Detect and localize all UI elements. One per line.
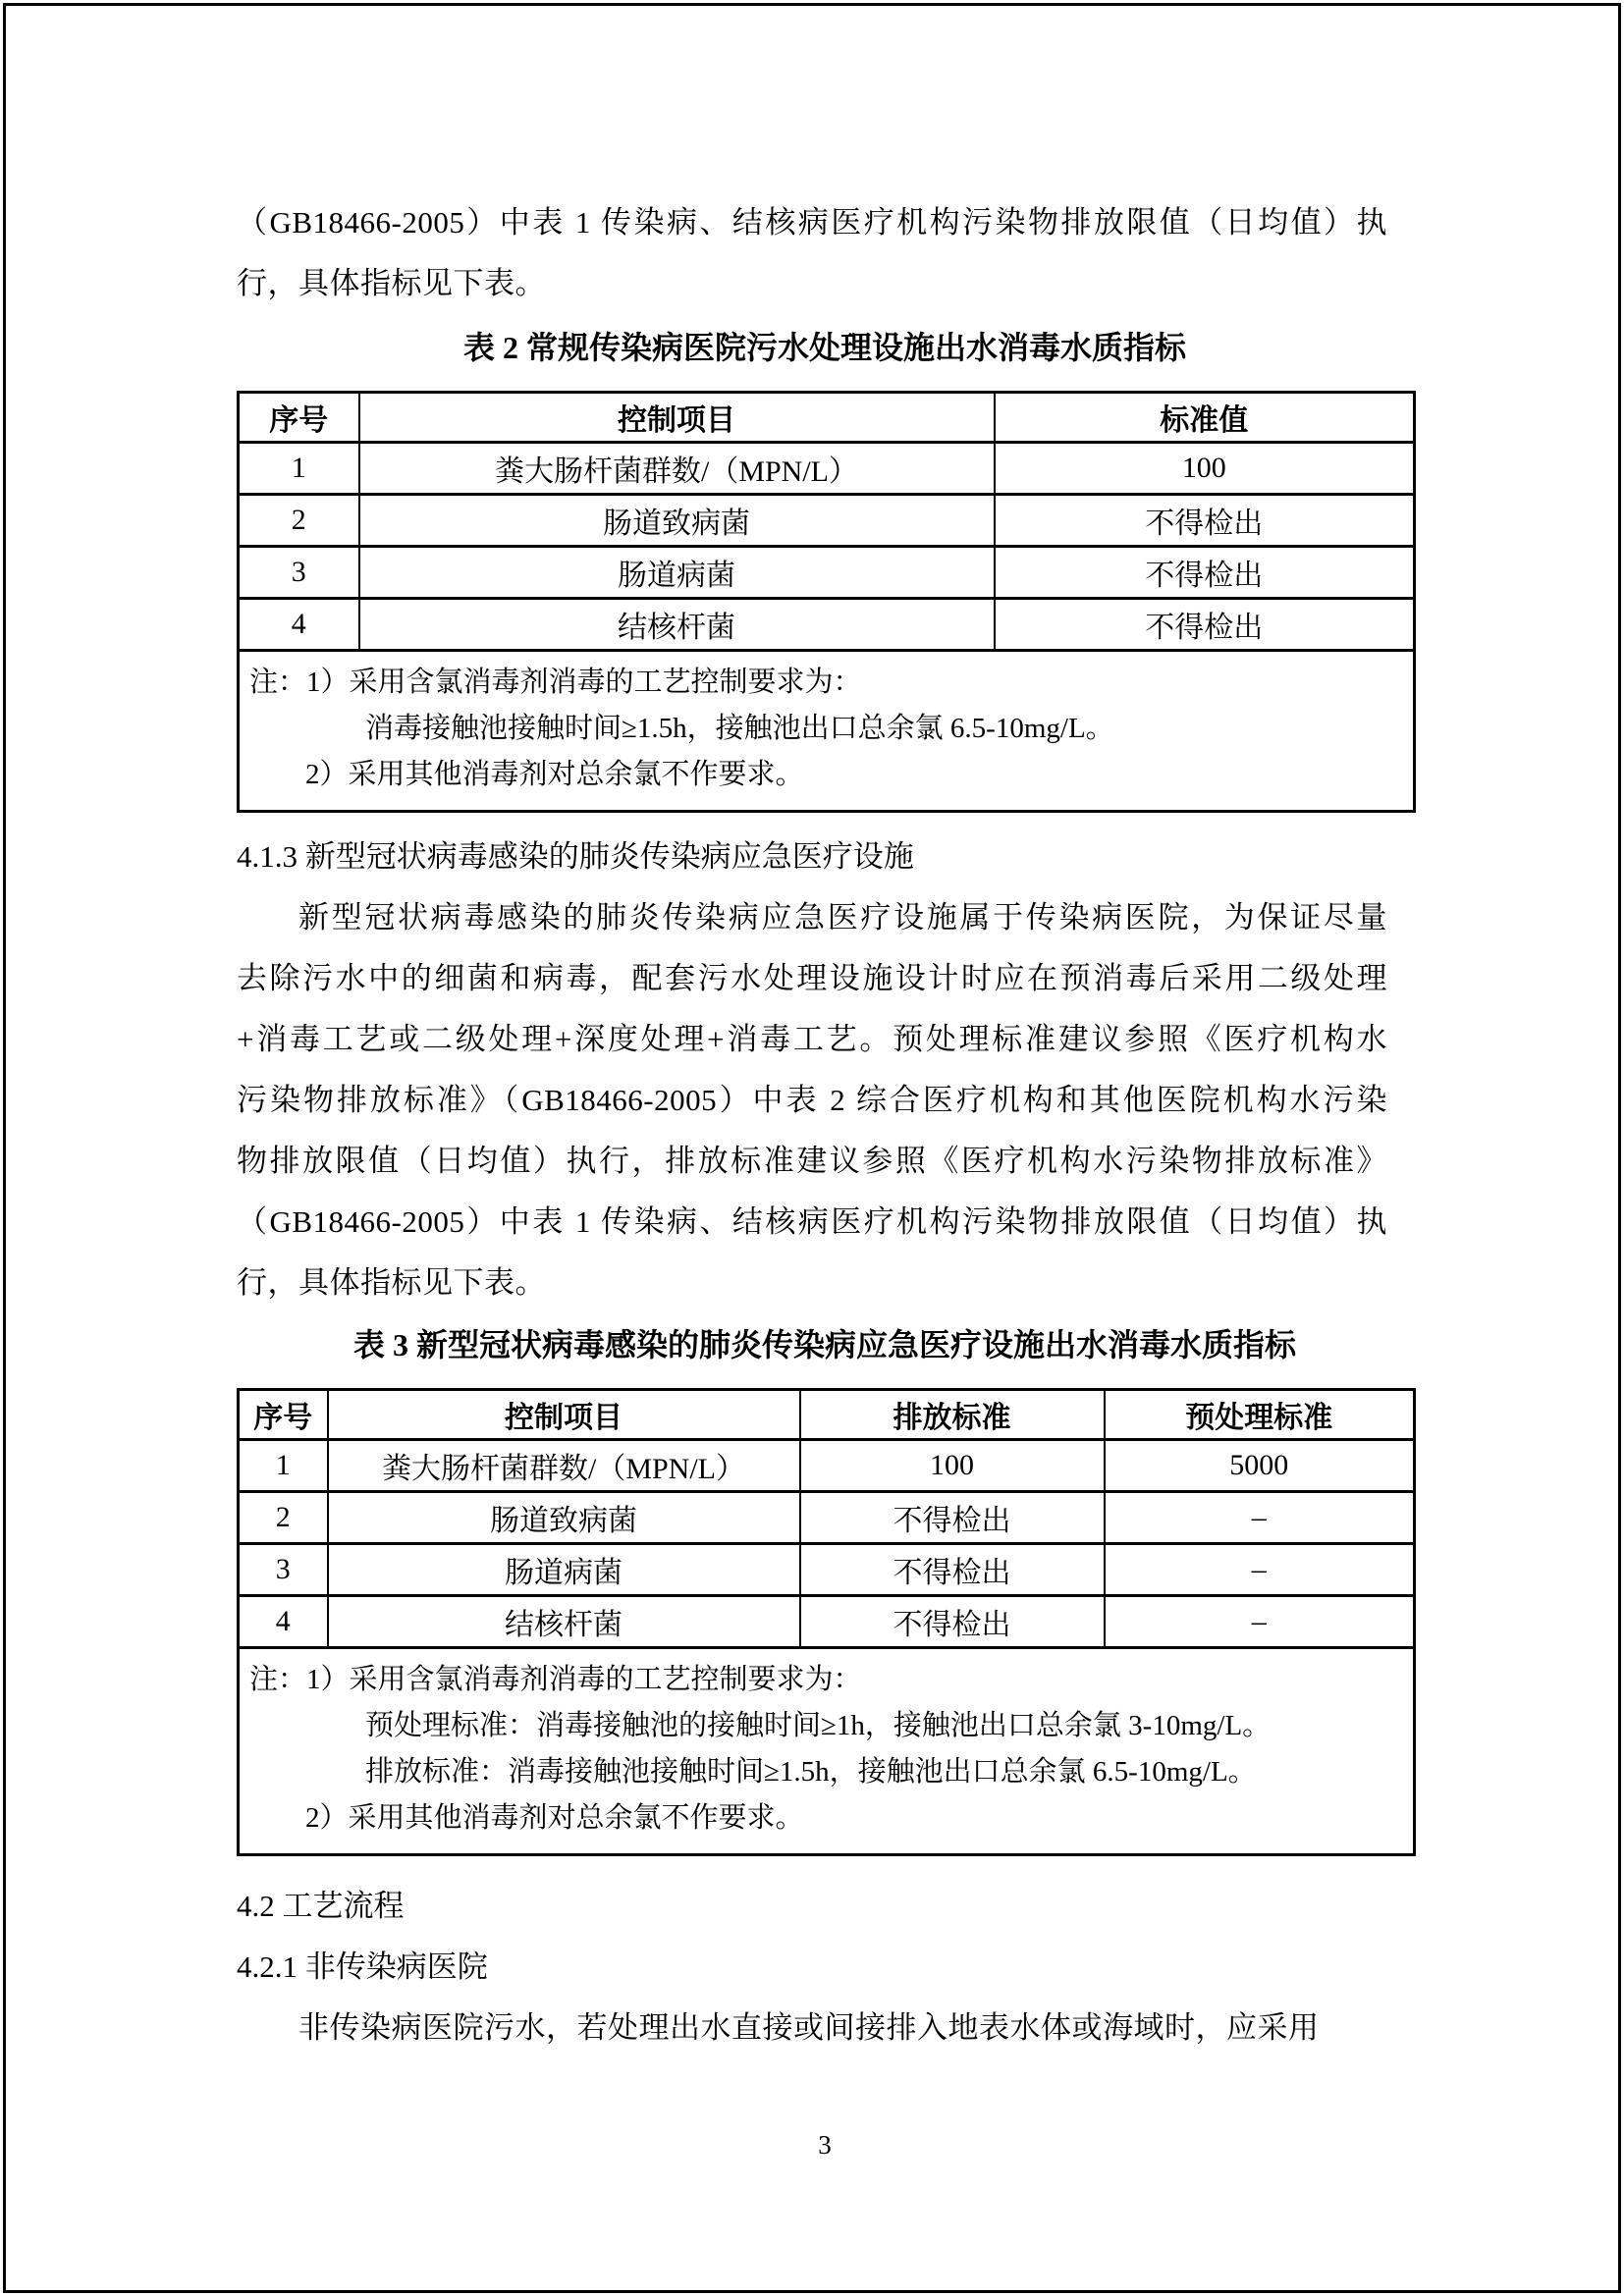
table-2-caption: 表 2 常规传染病医院污水处理设施出水消毒水质指标 <box>462 330 1186 365</box>
table-2-note-row <box>239 651 1415 812</box>
table-cell: 粪大肠杆菌群数/（MPN/L） <box>359 443 995 495</box>
paragraph-line: 污染物排放标准》（GB18466-2005）中表 2 综合医疗机构和其他医院机构水污染 <box>237 1083 1387 1117</box>
table-cell: 2 <box>239 1492 328 1544</box>
table-cell: 1 <box>239 1440 328 1492</box>
section-heading-4-2: 4.2 工艺流程 <box>237 1889 405 1923</box>
table-cell: 不得检出 <box>995 495 1415 547</box>
table-3-note <box>239 1648 1415 1855</box>
table-cell: 3 <box>239 547 359 599</box>
paragraph-line: +消毒工艺或二级处理+深度处理+消毒工艺。预处理标准建议参照《医疗机构水 <box>237 1022 1387 1056</box>
table-3-header-row <box>239 1390 1415 1440</box>
table-2-note <box>239 651 1415 812</box>
section-heading-4-2-1: 4.2.1 非传染病医院 <box>237 1949 488 1984</box>
table-cell: – <box>1105 1596 1415 1648</box>
table-cell: 100 <box>800 1440 1105 1492</box>
table-3-note-row <box>239 1648 1415 1855</box>
table-3-header-pretreat: 预处理标准 <box>1105 1390 1415 1440</box>
paragraph-line: （GB18466-2005）中表 1 传染病、结核病医疗机构污染物排放限值（日均值）执 <box>237 205 1387 240</box>
table-cell: 3 <box>239 1544 328 1596</box>
table-2-header-row <box>239 393 1415 443</box>
table-cell: 不得检出 <box>800 1596 1105 1648</box>
table-cell: 粪大肠杆菌群数/（MPN/L） <box>328 1440 800 1492</box>
paragraph-line: 新型冠状病毒感染的肺炎传染病应急医疗设施属于传染病医院，为保证尽量 <box>298 900 1387 934</box>
table-2-header-standard: 标准值 <box>995 393 1415 443</box>
table-cell: 肠道致病菌 <box>359 495 995 547</box>
note-line: 排放标准：消毒接触池接触时间≥1.5h，接触池出口总余氯 6.5-10mg/L。 <box>365 1756 1257 1788</box>
table-row <box>239 599 1415 651</box>
paragraph-line: 行，具体指标见下表。 <box>237 266 546 300</box>
table-row <box>239 443 1415 495</box>
table-row <box>239 547 1415 599</box>
table-cell: 100 <box>995 443 1415 495</box>
table-3 <box>237 1388 1416 1856</box>
table-3-caption: 表 3 新型冠状病毒感染的肺炎传染病应急医疗设施出水消毒水质指标 <box>352 1327 1296 1362</box>
table-3-header-seq: 序号 <box>239 1390 328 1440</box>
table-2-header-seq: 序号 <box>239 393 359 443</box>
table-cell: – <box>1105 1544 1415 1596</box>
intro-paragraph <box>237 192 1413 314</box>
table-row <box>239 1544 1415 1596</box>
table-cell: 4 <box>239 599 359 651</box>
page-content <box>237 192 1413 2058</box>
table-row <box>239 1440 1415 1492</box>
table-row <box>239 1492 1415 1544</box>
table-cell: – <box>1105 1492 1415 1544</box>
table-cell: 不得检出 <box>995 547 1415 599</box>
paragraph-line: （GB18466-2005）中表 1 传染病、结核病医疗机构污染物排放限值（日均值）执 <box>237 1204 1387 1239</box>
table-cell: 不得检出 <box>800 1492 1105 1544</box>
paragraph-line: 去除污水中的细菌和病毒，配套污水处理设施设计时应在预消毒后采用二级处理 <box>237 961 1387 995</box>
table-cell: 2 <box>239 495 359 547</box>
table-cell: 不得检出 <box>800 1544 1105 1596</box>
table-cell: 结核杆菌 <box>328 1596 800 1648</box>
page-number: 3 <box>818 2130 832 2160</box>
table-row <box>239 1596 1415 1648</box>
note-line: 注：1）采用含氯消毒剂消毒的工艺控制要求为： <box>249 1664 862 1695</box>
note-line: 2）采用其他消毒剂对总余氯不作要求。 <box>305 759 804 790</box>
note-line: 2）采用其他消毒剂对总余氯不作要求。 <box>305 1802 804 1834</box>
table-cell: 不得检出 <box>995 599 1415 651</box>
paragraph-line: 行，具体指标见下表。 <box>237 1265 546 1300</box>
table-3-header-discharge: 排放标准 <box>800 1390 1105 1440</box>
table-2 <box>237 391 1416 813</box>
table-cell: 1 <box>239 443 359 495</box>
section-4-1-3-paragraph <box>237 887 1413 1313</box>
table-2-header-item: 控制项目 <box>359 393 995 443</box>
note-line: 预处理标准：消毒接触池的接触时间≥1h，接触池出口总余氯 3-10mg/L。 <box>365 1710 1272 1741</box>
table-cell: 肠道致病菌 <box>328 1492 800 1544</box>
note-line: 注：1）采用含氯消毒剂消毒的工艺控制要求为： <box>249 667 862 698</box>
paragraph-line: 物排放限值（日均值）执行，排放标准建议参照《医疗机构水污染物排放标准》 <box>237 1144 1387 1178</box>
table-3-header-item: 控制项目 <box>328 1390 800 1440</box>
table-row <box>239 495 1415 547</box>
note-line: 消毒接触池接触时间≥1.5h，接触池出口总余氯 6.5-10mg/L。 <box>365 713 1114 744</box>
section-heading-4-1-3: 4.1.3 新型冠状病毒感染的肺炎传染病应急医疗设施 <box>237 839 914 874</box>
table-cell: 肠道病菌 <box>359 547 995 599</box>
table-cell: 5000 <box>1105 1440 1415 1492</box>
table-cell: 4 <box>239 1596 328 1648</box>
table-cell: 结核杆菌 <box>359 599 995 651</box>
paragraph-line: 非传染病医院污水，若处理出水直接或间接排入地表水体或海域时，应采用 <box>298 2010 1320 2045</box>
table-cell: 肠道病菌 <box>328 1544 800 1596</box>
